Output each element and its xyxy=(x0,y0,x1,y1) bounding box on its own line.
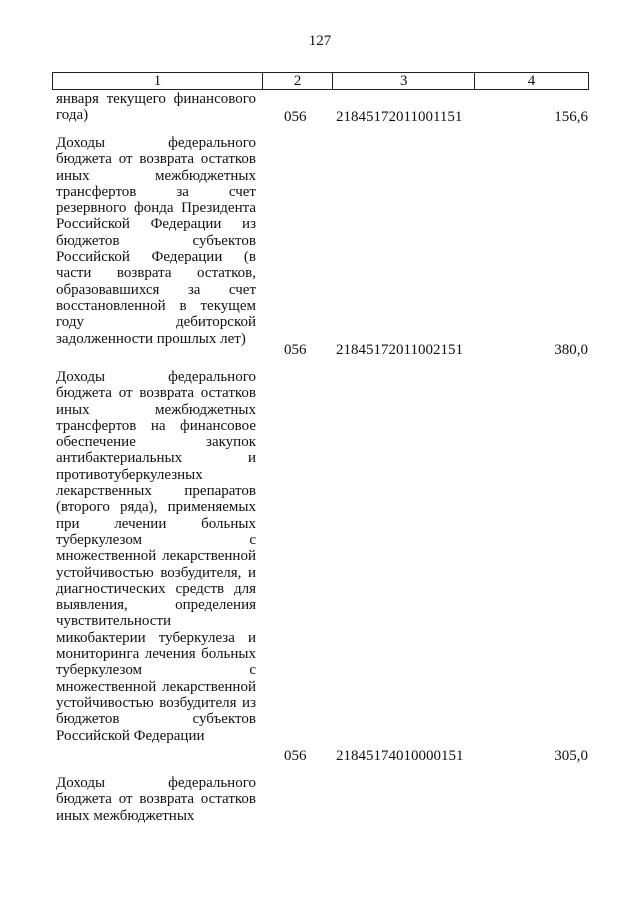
description-line: бюджета от возврата остатков xyxy=(56,151,256,168)
column-header-table xyxy=(52,72,589,90)
column-header-4: 4 xyxy=(475,73,589,90)
description-line: противотуберкулезных xyxy=(56,466,203,483)
row-kbk-code: 21845172011001151 xyxy=(336,109,463,125)
row-description xyxy=(56,369,256,744)
description-line: Доходы федерального xyxy=(56,369,256,385)
row-kbk-code: 21845174010000151 xyxy=(336,748,464,764)
row-kbk-code: 21845172011002151 xyxy=(336,342,463,358)
row-admin-code: 056 xyxy=(284,342,307,358)
row-amount: 305,0 xyxy=(554,748,588,764)
description-line: туберкулезом с xyxy=(56,531,256,548)
description-line: бюджетов субъектов xyxy=(56,232,256,249)
description-line: Доходы федерального xyxy=(56,135,256,151)
description-line: туберкулезом с xyxy=(56,662,256,679)
description-line: чувствительности xyxy=(56,613,172,630)
description-line: выявления, определения xyxy=(56,597,256,614)
row-admin-code: 056 xyxy=(284,109,307,125)
description-line: трансфертов на финансовое xyxy=(56,417,256,434)
description-line: иных межбюджетных xyxy=(56,807,195,824)
row-amount: 380,0 xyxy=(554,342,588,358)
row-description xyxy=(56,135,256,347)
description-line: при лечении больных xyxy=(56,515,256,532)
description-line: образовавшихся за счет xyxy=(56,281,256,298)
description-line: иных межбюджетных xyxy=(56,167,256,184)
description-line: бюджета от возврата остатков xyxy=(56,791,256,808)
row-description xyxy=(56,775,256,824)
description-line: января текущего финансового xyxy=(56,91,256,107)
description-line: бюджетов субъектов xyxy=(56,711,256,728)
description-line: задолженности прошлых лет) xyxy=(56,330,246,347)
page-number: 127 xyxy=(308,33,332,49)
description-line: множественной лекарственной xyxy=(56,678,256,695)
description-line: Российской Федерации (в xyxy=(56,249,256,266)
column-header-row xyxy=(53,73,589,90)
row-admin-code: 056 xyxy=(284,748,307,764)
description-line: множественной лекарственной xyxy=(56,548,256,565)
description-line: Российской Федерации из xyxy=(56,216,256,233)
description-line: лекарственных препаратов xyxy=(56,483,256,500)
column-header-1: 1 xyxy=(53,73,263,90)
row-amount: 156,6 xyxy=(554,109,588,125)
description-line: устойчивостью возбудителя, и xyxy=(56,564,256,581)
description-line: восстановленной в текущем xyxy=(56,297,256,314)
description-line: обеспечение закупок xyxy=(56,434,256,451)
row-description xyxy=(56,91,256,124)
description-line: году дебиторской xyxy=(56,314,256,331)
column-header-2: 2 xyxy=(262,73,332,90)
description-line: части возврата остатков, xyxy=(56,265,256,282)
description-line: иных межбюджетных xyxy=(56,401,256,418)
description-line: диагностических средств для xyxy=(56,580,256,597)
description-line: трансфертов за счет xyxy=(56,183,256,200)
description-line: мониторинга лечения больных xyxy=(56,646,256,663)
description-line: года) xyxy=(56,107,89,124)
description-line: (второго ряда), применяемых xyxy=(56,499,256,516)
column-header-3: 3 xyxy=(333,73,475,90)
description-line: Российской Федерации xyxy=(56,727,205,744)
description-line: устойчивостью возбудителя из xyxy=(56,694,256,711)
description-line: микобактерии туберкулеза и xyxy=(56,629,256,646)
description-line: резервного фонда Президента xyxy=(56,200,256,217)
description-line: бюджета от возврата остатков xyxy=(56,385,256,402)
description-line: антибактериальных и xyxy=(56,450,256,467)
description-line: Доходы федерального xyxy=(56,775,256,791)
